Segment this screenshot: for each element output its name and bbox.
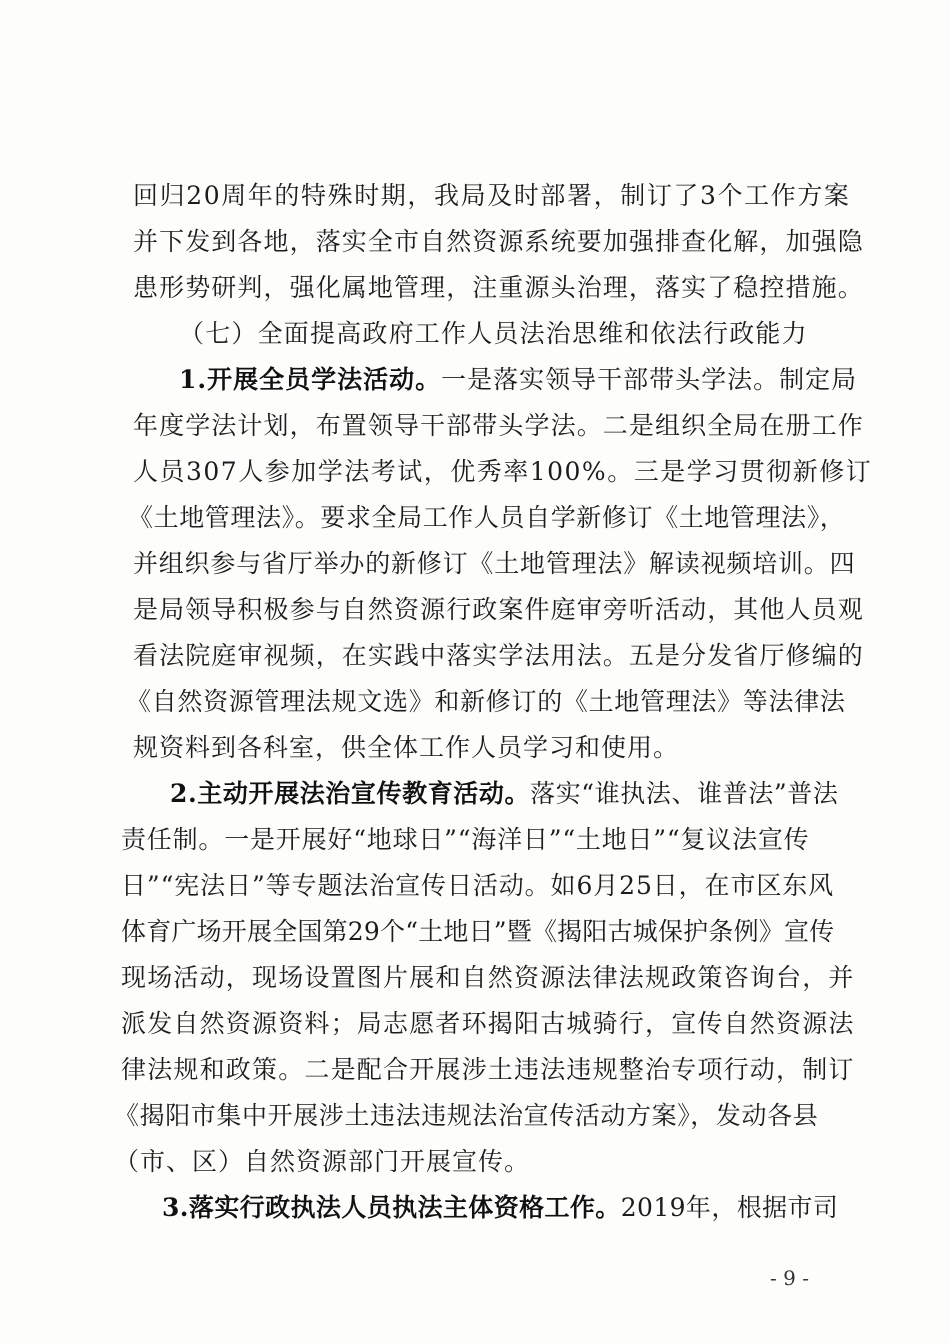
paragraph-line <box>133 732 679 764</box>
paragraph-line <box>126 686 846 718</box>
line-text: 人员307人参加学法考试，优秀率100%。三是学习贯彻新修订 <box>133 457 873 486</box>
line-text: 《土地管理法》。要求全局工作人员自学新修订《土地管理法》， <box>128 503 846 532</box>
paragraph-line <box>133 226 864 258</box>
paragraph-line <box>114 1146 530 1178</box>
section-heading-text: （七）全面提高政府工作人员法治思维和依法行政能力 <box>179 319 808 348</box>
paragraph-line <box>162 1192 838 1224</box>
line-text: 责任制。一是开展好“地球日”“海洋日”“土地日”“复议法宣传 <box>121 825 810 854</box>
line-text: 落实“谁执法、谁普法”普法 <box>530 779 839 808</box>
line-text: 是局领导积极参与自然资源行政案件庭审旁听活动，其他人员观 <box>133 595 864 624</box>
line-text: （市、区）自然资源部门开展宣传。 <box>114 1147 531 1176</box>
line-text: 《自然资源管理法规文选》和新修订的《土地管理法》等法律法 <box>126 687 846 716</box>
line-text: 律法规和政策。二是配合开展涉土违法违规整治专项行动，制订 <box>121 1055 855 1084</box>
subsection-title: 1.开展全员学法活动。 <box>179 365 442 394</box>
paragraph-line <box>133 548 855 580</box>
paragraph-line <box>170 778 838 810</box>
line-text: 《揭阳市集中开展涉土违法违规法治宣传活动方案》，发动各县 <box>114 1101 819 1130</box>
paragraph-line <box>133 594 864 626</box>
subsection-title: 2.主动开展法治宣传教育活动。 <box>170 779 531 808</box>
paragraph-line <box>133 180 851 212</box>
line-text: 并组织参与省厅举办的新修订《土地管理法》解读视频培训。四 <box>133 549 856 578</box>
subsection-title: 3.落实行政执法人员执法主体资格工作。 <box>162 1193 621 1222</box>
section-heading <box>179 318 808 350</box>
line-text: 看法院庭审视频，在实践中落实学法用法。五是分发省厅修编的 <box>133 641 864 670</box>
line-text: 派发自然资源资料；局志愿者环揭阳古城骑行，宣传自然资源法 <box>121 1009 855 1038</box>
paragraph-line <box>133 410 864 442</box>
paragraph-line <box>121 916 834 948</box>
line-text: 回归20周年的特殊时期，我局及时部署，制订了3个工作方案 <box>133 181 851 210</box>
paragraph-line <box>121 824 809 856</box>
line-text: 一是落实领导干部带头学法。制定局 <box>441 365 858 394</box>
line-text: 日”“宪法日”等专题法治宣传日活动。如6月25日，在市区东风 <box>121 871 835 900</box>
line-text: 体育广场开展全国第29个“土地日”暨《揭阳古城保护条例》宣传 <box>121 917 835 946</box>
paragraph-line <box>121 870 834 902</box>
line-text: 患形势研判，强化属地管理，注重源头治理，落实了稳控措施。 <box>133 273 864 302</box>
line-text: 年度学法计划，布置领导干部带头学法。二是组织全局在册工作 <box>133 411 864 440</box>
line-text: 2019年，根据市司 <box>620 1193 839 1222</box>
paragraph-line <box>133 456 872 488</box>
line-text: 并下发到各地，落实全市自然资源系统要加强排查化解，加强隐 <box>133 227 864 256</box>
paragraph-line <box>128 502 845 534</box>
paragraph-line <box>121 1054 855 1086</box>
page-number: - 9 - <box>770 1266 809 1290</box>
paragraph-line <box>121 1008 855 1040</box>
line-text: 现场活动，现场设置图片展和自然资源法律法规政策咨询台，并 <box>121 963 855 992</box>
paragraph-line <box>133 640 864 672</box>
line-text: 规资料到各科室，供全体工作人员学习和使用。 <box>133 733 680 762</box>
paragraph-line <box>114 1100 818 1132</box>
paragraph-line <box>121 962 855 994</box>
paragraph-line <box>133 272 864 304</box>
paragraph-line <box>179 364 857 396</box>
